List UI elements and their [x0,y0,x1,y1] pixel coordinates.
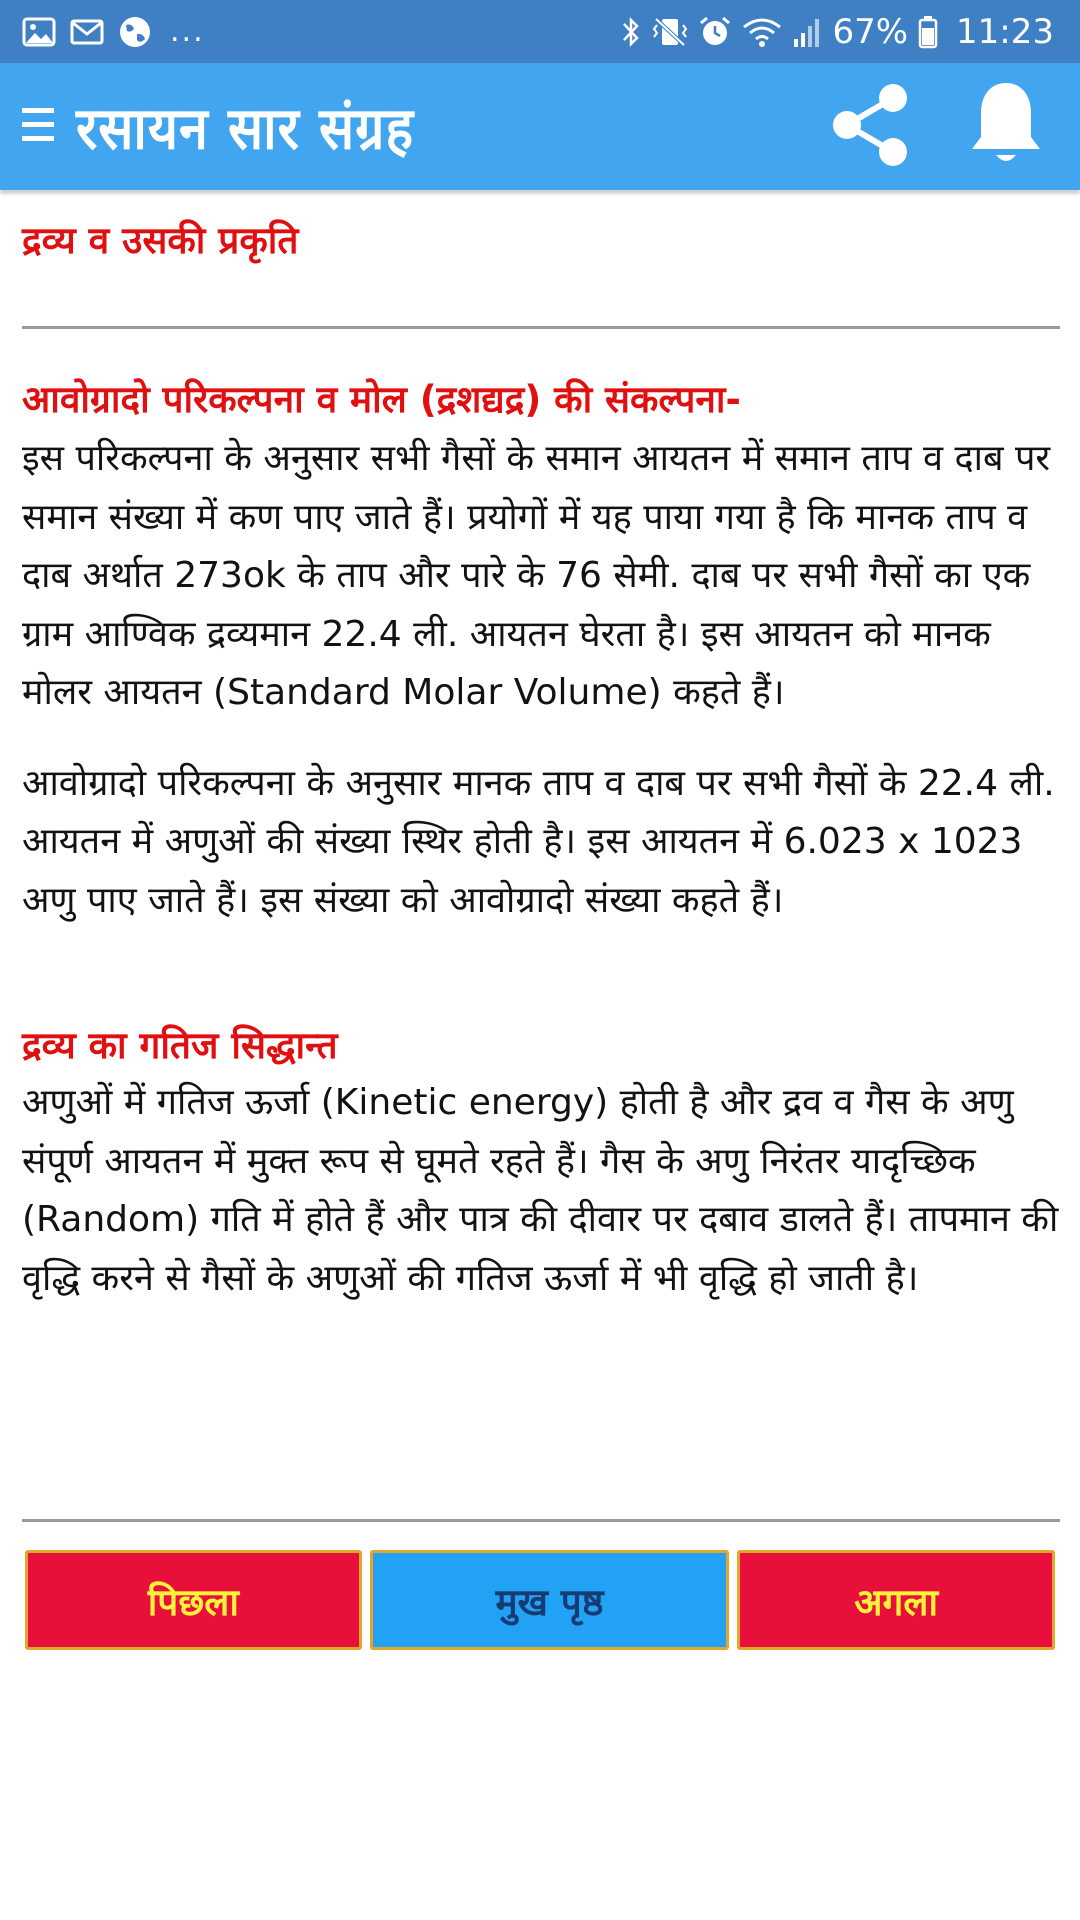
vibrate-icon [652,15,688,49]
share-icon [825,80,915,174]
top-divider [22,326,1060,329]
previous-button[interactable]: पिछला [25,1550,362,1650]
wifi-icon [742,15,782,49]
notification-icons [22,14,205,49]
gallery-icon [22,17,56,47]
battery-percent: 67% [832,11,909,52]
email-icon [70,18,104,46]
paragraph: इस परिकल्पना के अनुसार सभी गैसों के समान आयतन में समान ताप व दाब पर समान संख्या में कण पाए जाते हैं। प्रयोगों में यह पाया गया है कि मानक ताप व दाब अर्थात 273ok के ताप और पारे के 76 सेमी. दाब पर सभी गैसों का एक ग्राम आण्विक द्रव्यमान 22.4 ली. आयतन घेरता है। इस आयतन को मानक मोलर आयतन (Standard Molar Volume) कहते हैं। [22,438,1051,713]
share-button[interactable] [820,77,920,177]
alarm-icon [698,15,732,49]
clock: 11:23 [956,11,1054,52]
bell-icon [969,79,1043,175]
globe-icon [118,15,152,49]
app-title: रसायन सार संग्रह [76,95,415,163]
status-bar [0,0,1080,63]
next-button[interactable]: अगला [737,1550,1055,1650]
section-kinetic-theory [22,1020,1062,1308]
battery-icon [918,15,938,49]
app-actions [820,77,1056,177]
article-content [22,190,1062,1308]
menu-button[interactable] [0,63,76,190]
system-status [620,12,1054,52]
paragraph: आवोग्रादो परिकल्पना के अनुसार मानक ताप व दाब पर सभी गैसों के 22.4 ली. आयतन में अणुओं की संख्या स्थिर होती है। इस आयतन में 6.023 x 1023 अणु पाए जाते हैं। इस संख्या को आवोग्रादो संख्या कहते हैं। [22,762,1055,921]
overflow-notifications: ... [170,14,205,49]
section-heading: आवोग्रादो परिकल्पना व मोल (द्रशद्यद्र) की संकल्पना- [22,378,741,421]
home-button[interactable]: मुख पृष्ठ [370,1550,730,1650]
navigation-bar [25,1550,1055,1650]
signal-icon [792,15,822,49]
menu-icon [20,103,56,151]
section-heading: द्रव्य का गतिज सिद्धान्त [22,1024,338,1067]
paragraph: अणुओं में गतिज ऊर्जा (Kinetic energy) होती है और द्रव व गैस के अणु संपूर्ण आयतन में मुक्त रूप से घूमते रहते हैं। गैस के अणु निरंतर यादृच्छिक (Random) गति में होते हैं और पात्र की दीवार पर दबाव डालते हैं। तापमान की वृद्धि करने से गैसों के अणुओं की गतिज ऊर्जा में भी वृद्धि हो जाती है। [22,1082,1059,1299]
notifications-button[interactable] [956,77,1056,177]
section-avogadro [22,374,1062,930]
bluetooth-icon [620,15,642,49]
chapter-title: द्रव्य व उसकी प्रकृति [22,219,299,262]
bottom-divider [22,1519,1060,1522]
app-bar [0,63,1080,190]
